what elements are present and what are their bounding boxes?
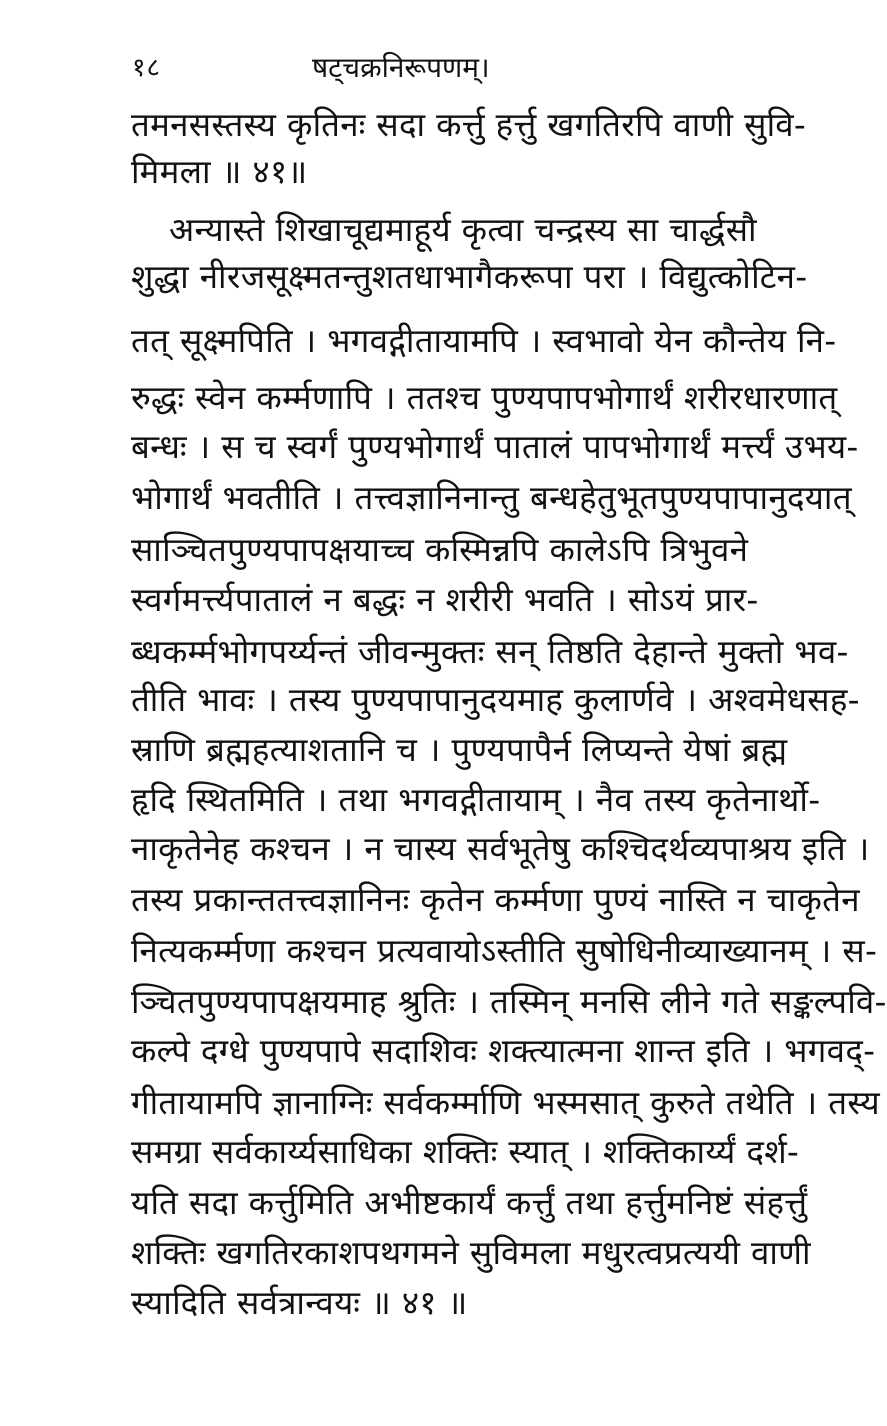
running-title: षट्चक्रनिरूपणम्।	[312, 51, 490, 84]
text-line-7: बन्धः । स च स्वर्गं पुण्यभोगार्थं पातालं पापभोगार्थं मर्त्त्यं उभय-	[131, 427, 859, 466]
text-line-10: स्वर्गमर्त्त्यपातालं न बद्धः न शरीरी भवति । सोऽयं प्रार-	[131, 580, 759, 619]
text-line-22: यति सदा कर्त्तुमिति अभीष्टकार्यं कर्त्तुं तथा हर्त्तुमनिष्टं संहर्त्तुं	[131, 1183, 808, 1222]
text-line-13: स्राणि ब्रह्महत्याशतानि च । पुण्यपापैर्न लिप्यन्ते येषां ब्रह्म	[131, 730, 788, 769]
text-line-19: कल्पे दग्धे पुण्यपापे सदाशिवः शक्त्यात्मना शान्त इति । भगवद्-	[131, 1031, 876, 1070]
text-line-6: रुद्धः स्वेन कर्म्मणापि । ततश्च पुण्यपापभोगार्थं शरीरधारणात्	[131, 378, 838, 417]
text-line-8: भोगार्थं भवतीति । तत्त्वज्ञानिनान्तु बन्धहेतुभूतपुण्यपापानुदयात्	[131, 478, 852, 517]
text-line-9: साञ्चितपुण्यपापक्षयाच्च कस्मिन्नपि कालेऽपि त्रिभुवने	[131, 530, 749, 569]
text-line-21: समग्रा सर्वकार्य्यसाधिका शक्तिः स्यात् । शक्तिकार्य्यं दर्श-	[131, 1132, 800, 1171]
text-line-15: नाकृतेनेह कश्चन । न चास्य सर्वभूतेषु कश्चिदर्थव्यपाश्रय इति ।	[131, 829, 870, 868]
page-number: १८	[132, 53, 162, 83]
text-line-12: तीति भावः । तस्य पुण्यपापानुदयमाह कुलार्णवे । अश्वमेधसह-	[131, 680, 860, 719]
text-line-23: शक्तिः खगतिरकाशपथगमने सुविमला मधुरत्वप्रत्ययी वाणी	[131, 1233, 811, 1272]
text-line-18: ञ्चितपुण्यपापक्षयमाह श्रुतिः । तस्मिन् मनसि लीने गते सङ्कल्पवि-	[131, 982, 887, 1021]
text-line-2: मिमला ॥ ४१॥	[131, 152, 308, 191]
text-line-4: शुद्धा नीरजसूक्ष्मतन्तुशतधाभागैकरूपा परा । विद्युत्कोटिन-	[131, 257, 808, 296]
text-line-17: नित्यकर्म्मणा कश्चन प्रत्यवायोऽस्तीति सुषोधिनीव्याख्यानम् । स-	[131, 931, 878, 970]
text-line-1: तमनसस्तस्य कृतिनः सदा कर्त्तु हर्त्तु खगतिरपि वाणी सुवि-	[131, 105, 807, 144]
text-line-24: स्यादिति सर्वत्रान्वयः ॥ ४१ ॥	[131, 1283, 468, 1322]
text-line-5: तत् सूक्ष्मपिति । भगवद्गीतायामपि । स्वभावो येन कौन्तेय नि-	[131, 321, 837, 360]
text-line-3: अन्यास्ते शिखाचूद्यमाहूर्य कृत्वा चन्द्रस्य सा चार्द्धसौ	[169, 210, 757, 249]
text-line-16: तस्य प्रकान्ततत्त्वज्ञानिनः कृतेन कर्म्मणा पुण्यं नास्ति न चाकृतेन	[131, 880, 860, 919]
text-line-20: गीतायामपि ज्ञानाग्निः सर्वकर्म्माणि भस्मसात् कुरुते तथेति । तस्य	[131, 1083, 880, 1122]
text-line-11: ब्धकर्म्मभोगपर्य्यन्तं जीवन्मुक्तः सन् तिष्ठति देहान्ते मुक्तो भव-	[131, 632, 849, 671]
text-line-14: हृदि स्थितमिति । तथा भगवद्गीतायाम् । नैव तस्य कृतेनार्थो-	[131, 780, 821, 819]
